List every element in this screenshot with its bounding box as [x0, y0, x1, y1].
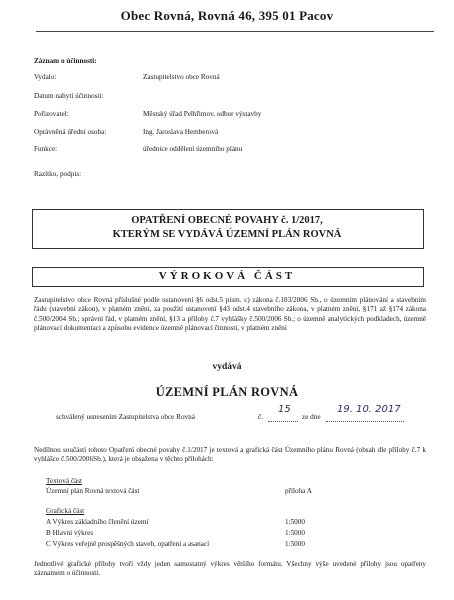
- graphic-item-label-a: A Výkres základního členění území: [46, 518, 149, 526]
- approval-date-dots: [326, 420, 404, 422]
- graphic-part-heading: Grafická část: [46, 507, 85, 515]
- verb-issues: vydává: [212, 362, 242, 372]
- field-label-procurer: Pořizovatel:: [34, 110, 69, 118]
- graphic-item-scale-c: 1:5000: [285, 540, 305, 548]
- field-label-effective-date: Datum nabytí účinnosti:: [34, 92, 104, 100]
- document-title-line2: KTERÝM SE VYDÁVÁ ÚZEMNÍ PLÁN ROVNÁ: [112, 229, 342, 240]
- intro-paragraph: Zastupitelstvo obce Rovná příslušné podle ustanovení §6 odst.5 písm. c) zákona č.183/2006 Sb., o územním plánování a stavebním řádu (stavební zákon), v platném znění, za použití ustanovení §43 odst.4 stavebního zákona, v platném znění, §171 až §174 zákona č.500/2004 Sb.; správní řád, v platném znění, §13 a přílohy č.7 vyhlášky č.500/2006 Sb.; o územně analytických podkladech, územně plánovací dokumentaci a způsobu evidence územně plánovací činnosti, v platném znění: [34, 296, 426, 333]
- closing-paragraph: Jednotlivé grafické přílohy tvoří vždy jeden samostatný výkres většího formátu. Všechny výše uvedené přílohy jsou opatřeny záznamem o účinnosti.: [34, 560, 426, 578]
- field-label-issued-by: Vydalo:: [34, 73, 57, 81]
- annex-paragraph: Nedílnou součástí tohoto Opatření obecné povahy č.1/2017 je textová a grafická část Územního plánu Rovná (obsah dle přílohy č.7 k vyhlášce č.500/2006Sb.), která je obsažena v těchto přílohách:: [34, 446, 426, 464]
- approval-number-dots: [268, 420, 298, 422]
- field-value-procurer: Městský úřad Pelhřimov, odbor výstavby: [143, 110, 262, 118]
- record-heading: Záznam o účinnosti:: [34, 57, 97, 65]
- graphic-item-label-c: C Výkres veřejně prospěšných staveb, opatření a asanací: [46, 540, 210, 548]
- text-part-annex: příloha A: [285, 487, 312, 495]
- graphic-item-label-b: B Hlavní výkres: [46, 529, 94, 537]
- stamp-label: Razítko, podpis:: [34, 170, 82, 178]
- approval-text: schválený usnesením Zastupitelstva obce Rovná: [56, 413, 195, 421]
- approval-date-prefix: ze dne: [302, 413, 321, 421]
- graphic-item-scale-a: 1:5000: [285, 518, 305, 526]
- header-divider: [36, 31, 434, 32]
- document-header: Obec Rovná, Rovná 46, 395 01 Pacov: [120, 8, 334, 23]
- field-value-function: úřednice oddělení územního plánu: [143, 145, 243, 153]
- field-label-official: Oprávněná úřední osoba:: [34, 128, 107, 136]
- document-title-line1: OPATŘENÍ OBECNÉ POVAHY č. 1/2017,: [131, 215, 323, 226]
- field-value-official: Ing. Jaroslava Hemberová: [143, 128, 219, 136]
- section-heading: VÝROKOVÁ ČÁST: [158, 270, 296, 282]
- approval-number-handwritten: 15: [278, 404, 291, 415]
- field-value-issued-by: Zastupitelstvo obce Rovná: [143, 73, 220, 81]
- approval-number-prefix: č.: [258, 413, 263, 421]
- graphic-item-scale-b: 1:5000: [285, 529, 305, 537]
- plan-title: ÚZEMNÍ PLÁN ROVNÁ: [155, 385, 299, 399]
- text-part-heading: Textová část: [46, 477, 83, 485]
- field-label-function: Funkce:: [34, 145, 58, 153]
- approval-date-handwritten: 19. 10. 2017: [337, 404, 401, 415]
- text-part-item: Územní plán Rovná textová část: [46, 487, 140, 495]
